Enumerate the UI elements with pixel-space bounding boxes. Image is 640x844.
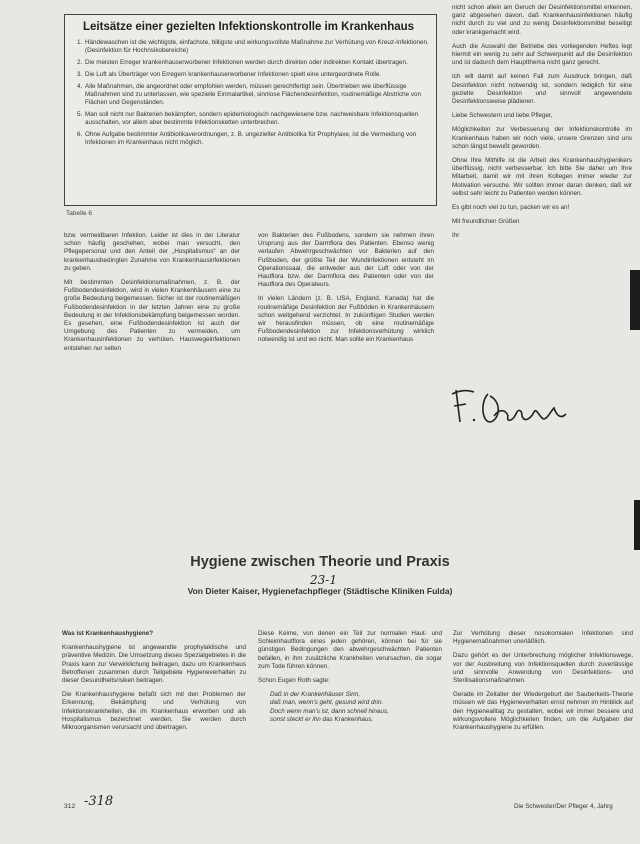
guideline-item: 6. Ohne Aufgabe bestimmter Antibiotikaverordnungen, z. B. ungezielter Antibiotika für Prophylaxe, ist die Vermeidung von Infektionen im Krankenhaus nicht möglich. — [77, 131, 417, 146]
article-column-3 — [453, 630, 633, 738]
guideline-item: 1. Händewaschen ist die wichtigste, einfachste, billigste und wirkungsvollste Maßnahme zur Verhütung von Kreuz-Infektionen. (Desinfektion für Hochrisikobereiche) — [77, 39, 429, 54]
guidelines-title: Leitsätze einer gezielten Infektionskontrolle im Krankenhaus — [83, 21, 415, 33]
paragraph: von Bakterien des Fußbodens, sondern sie nehmen ihren Ursprung aus der Darmflora des Patienten. Ebenso wenig verlaufen Abwehrgeschwächten vor Bakterien auf den Fußboden, der größte Teil der Wundinfektionen entsteht im Operationssaal, die entweder aus der Luft oder von der Hautflora bzw. der Darmflora des Patienten oder von der Hautflora des Operateurs. — [258, 232, 434, 289]
article-title: Hygiene zwischen Theorie und Praxis — [190, 554, 450, 570]
paragraph: Krankenhaushygiene ist angewandte prophylaktische und präventive Medizin. Die Umsetzung dieses Spezialgebietes in die Praxis kann zur Verwirklichung beitragen, dazu um Krankenhaus Betroffenen zusammen durch Teilgebiete Hygieneverhalten zu dieser Gesundheitsrisiken beitragen. — [62, 644, 246, 685]
paragraph: bzw. vermeidbaren Infektion. Leider ist dies in der Literatur schon häufig geschehen, wobei man versucht, den Pflegepersonal und den Anteil der „Hospitalismus“ an der krankenhausbedingten Zunahme von Krankenhausinfektionen zu geben. — [64, 232, 240, 272]
paragraph: nicht schon allein am Geruch der Desinfektionsmittel erkennen, ganz abgesehen davon, daß Krankenhausinfektionen häufig nicht durch zu viel und zu wenig Desinfektionsmittel beseitigt oder krankgemacht wird. — [452, 4, 632, 36]
paragraph: Mit bestimmten Desinfektionsmaßnahmen, z. B. der Fußbodendesinfektion, wird in vielen Krankenhäusern eine zu große Bedeutung beigemessen. Sicher ist der routinemäßigen Fußbodendesinfektion in der letzten Jahren eine zu große Bedeutung in der Infektionsbekämpfung beigemessen worden. Es gesehen, eine Fußbodendesinfektion ist auch der Umgebung des Patienten zu vermeiden, um Krankenhausinfektionen zu verhüten. Hauswegeinfektionen entstehen nur selten — [64, 279, 240, 352]
quote-block: Daß in der Krankenhäuser Sinn, daß man, wenn's geht, gesund wird drin. Doch wenn man's ist, dann schnell hinaus, sonst steckt er ihn das Krankenhaus. — [270, 691, 389, 723]
guideline-item: 5. Man soll nicht nur Bakterien bekämpfen, sondern epidemiologisch nachgewiesene bzw. nachweisbare Infektionsquellen ausschalten, vor allem aber bestimmte Infektionsketten unterbrechen. — [77, 111, 419, 126]
paragraph: Zur Verhütung dieser nosokomialen Infektionen sind Hygienemaßnahmen unerläßlich. — [453, 630, 633, 646]
paragraph: Ich will damit auf keinen Fall zum Ausdruck bringen, daß Desinfektion nicht notwendig ist, sondern lediglich für eine gezielte Desinfektion und sinnvoll angewendete Desinfektionsweise plädieren. — [452, 73, 632, 106]
paragraph: Möglichkeiten zur Verbesserung der Infektionskontrolle im Krankenhaus haben wir noch viele, unsere Grenzen sind uns schon längst bewußt geworden. — [452, 126, 632, 150]
paragraph: Auch die Auswahl der Betriebe des vorliegenden Heftes legt hiermit ein wenig zu sehr auf Schwerpunkt auf die Desinfektion und ist dadurch dem Hauptthema nicht ganz gerecht. — [452, 42, 632, 67]
upper-column-2 — [258, 232, 434, 351]
scan-edge-shadow — [630, 270, 640, 330]
paragraph: In vielen Ländern (z. B. USA, England, Kanada) hat die routinemäßige Desinfektion der Fußböden in Krankenhäusern schon weitgehend verzichtet. In zukünftigen Studien werden wir herausfinden müssen, ob eine routinemäßige Fußbodendesinfektion zur Infektionsverhütung wirklich notwendig ist und wo nicht. Man sollte ein Krankenhaus — [258, 295, 434, 344]
paragraph: Schon Eugen Roth sagte: — [258, 677, 330, 685]
page-number: 312 — [64, 803, 76, 810]
article-column-1 — [62, 630, 246, 738]
journal-footer: Die Schwester/Der Pfleger 4, Jahrg — [514, 803, 613, 810]
paragraph: Ohne Ihre Mithilfe ist die Arbeit des Krankenhaushygienikers überflüssig, nicht verbesserbar. Ich bitte Sie daher um Ihre Mitarbeit, damit wir mit ihren Kollegen immer wieder zur Motivation versuche. Wir sollten immer daran denken, daß wir selbst sehr leicht zu Patienten werden können. — [452, 157, 632, 197]
closing-sign: Ihr — [452, 232, 460, 240]
paragraph: Gerade im Zeitalter der Wiedergeburt der Sauberkeits-Theorie müssen wir das Hygieneverhalten ernst nehmen im Hinblick auf den Hygienealltag zu gestalten, wobei wir immer bessere und wirkungsvollere Möglichkeiten finden, um die Aufgaben der Krankenhaushygiene zu erfüllen. — [453, 691, 633, 732]
paragraph: Es gibt noch viel zu tun, packen wir es an! — [452, 204, 570, 212]
handwritten-page-number: -318 — [84, 794, 114, 809]
guideline-item: 3. Die Luft als Überträger von Erregern krankenhauserworbener Infektionen spielt eine untergeordnete Rolle. — [77, 71, 382, 78]
table-caption: Tabelle 6 — [66, 210, 93, 217]
right-column-letter — [452, 4, 632, 247]
handwritten-mark: 23-1 — [310, 573, 337, 587]
paragraph: Diese Keime, von denen ein Teil zur normalen Haut- und Schleimhautflora eines jeden gehören, können bei für sie günstigen Bedingungen den abwehrgeschwächten Patienten befallen, in ihm zusätzliche Krankheiten verursachen, die sogar zum Tode führen können. — [258, 630, 442, 670]
guideline-item: 2. Die meisten Erreger krankenhauserworbener Infektionen werden durch direkten oder indirekten Kontakt übertragen. — [77, 59, 408, 66]
salutation: Liebe Schwestern und liebe Pfleger, — [452, 112, 553, 120]
guidelines-list — [77, 39, 432, 151]
article-byline: Von Dieter Kaiser, Hygienefachpfleger (Städtische Kliniken Fulda) — [187, 586, 453, 596]
section-heading: Was ist Krankenhaushygiene? — [62, 630, 154, 637]
guideline-item: 4. Alle Maßnahmen, die angeordnet oder empfohlen werden, müssen gerechtfertigt sein. Übertrieben wie überflüssige Maßnahmen sind zu unterlassen, wie spezielle Einmalartikel, sinnlose Flächendesinfektion, routinemäßige Abstriche von Flächen und Gegenständen. — [77, 83, 422, 106]
upper-column-1 — [64, 232, 240, 359]
article-column-2 — [258, 630, 442, 724]
scan-edge-shadow — [634, 500, 640, 550]
paragraph: Die Krankenhaushygiene befaßt sich mit den Problemen der Erkennung, Bekämpfung und Verhütung von Infektionskrankheiten, die im Krankenhaus erworben und als Hospitalismus bezeichnet werden. Sie werden durch Mikroorganismen verursacht und übertragen. — [62, 691, 246, 732]
paragraph: Dazu gehört es der Unterbrechung möglicher Infektionswege, vor der Ausbreitung von Infektionsquellen durch zuverlässige und sinnvolle Anwendung von Desinfektions- und Sterilisationsmaßnahmen. — [453, 652, 633, 685]
handwritten-signature — [450, 382, 580, 432]
closing: Mit freundlichen Grüßen — [452, 218, 520, 226]
guidelines-box — [64, 14, 437, 206]
